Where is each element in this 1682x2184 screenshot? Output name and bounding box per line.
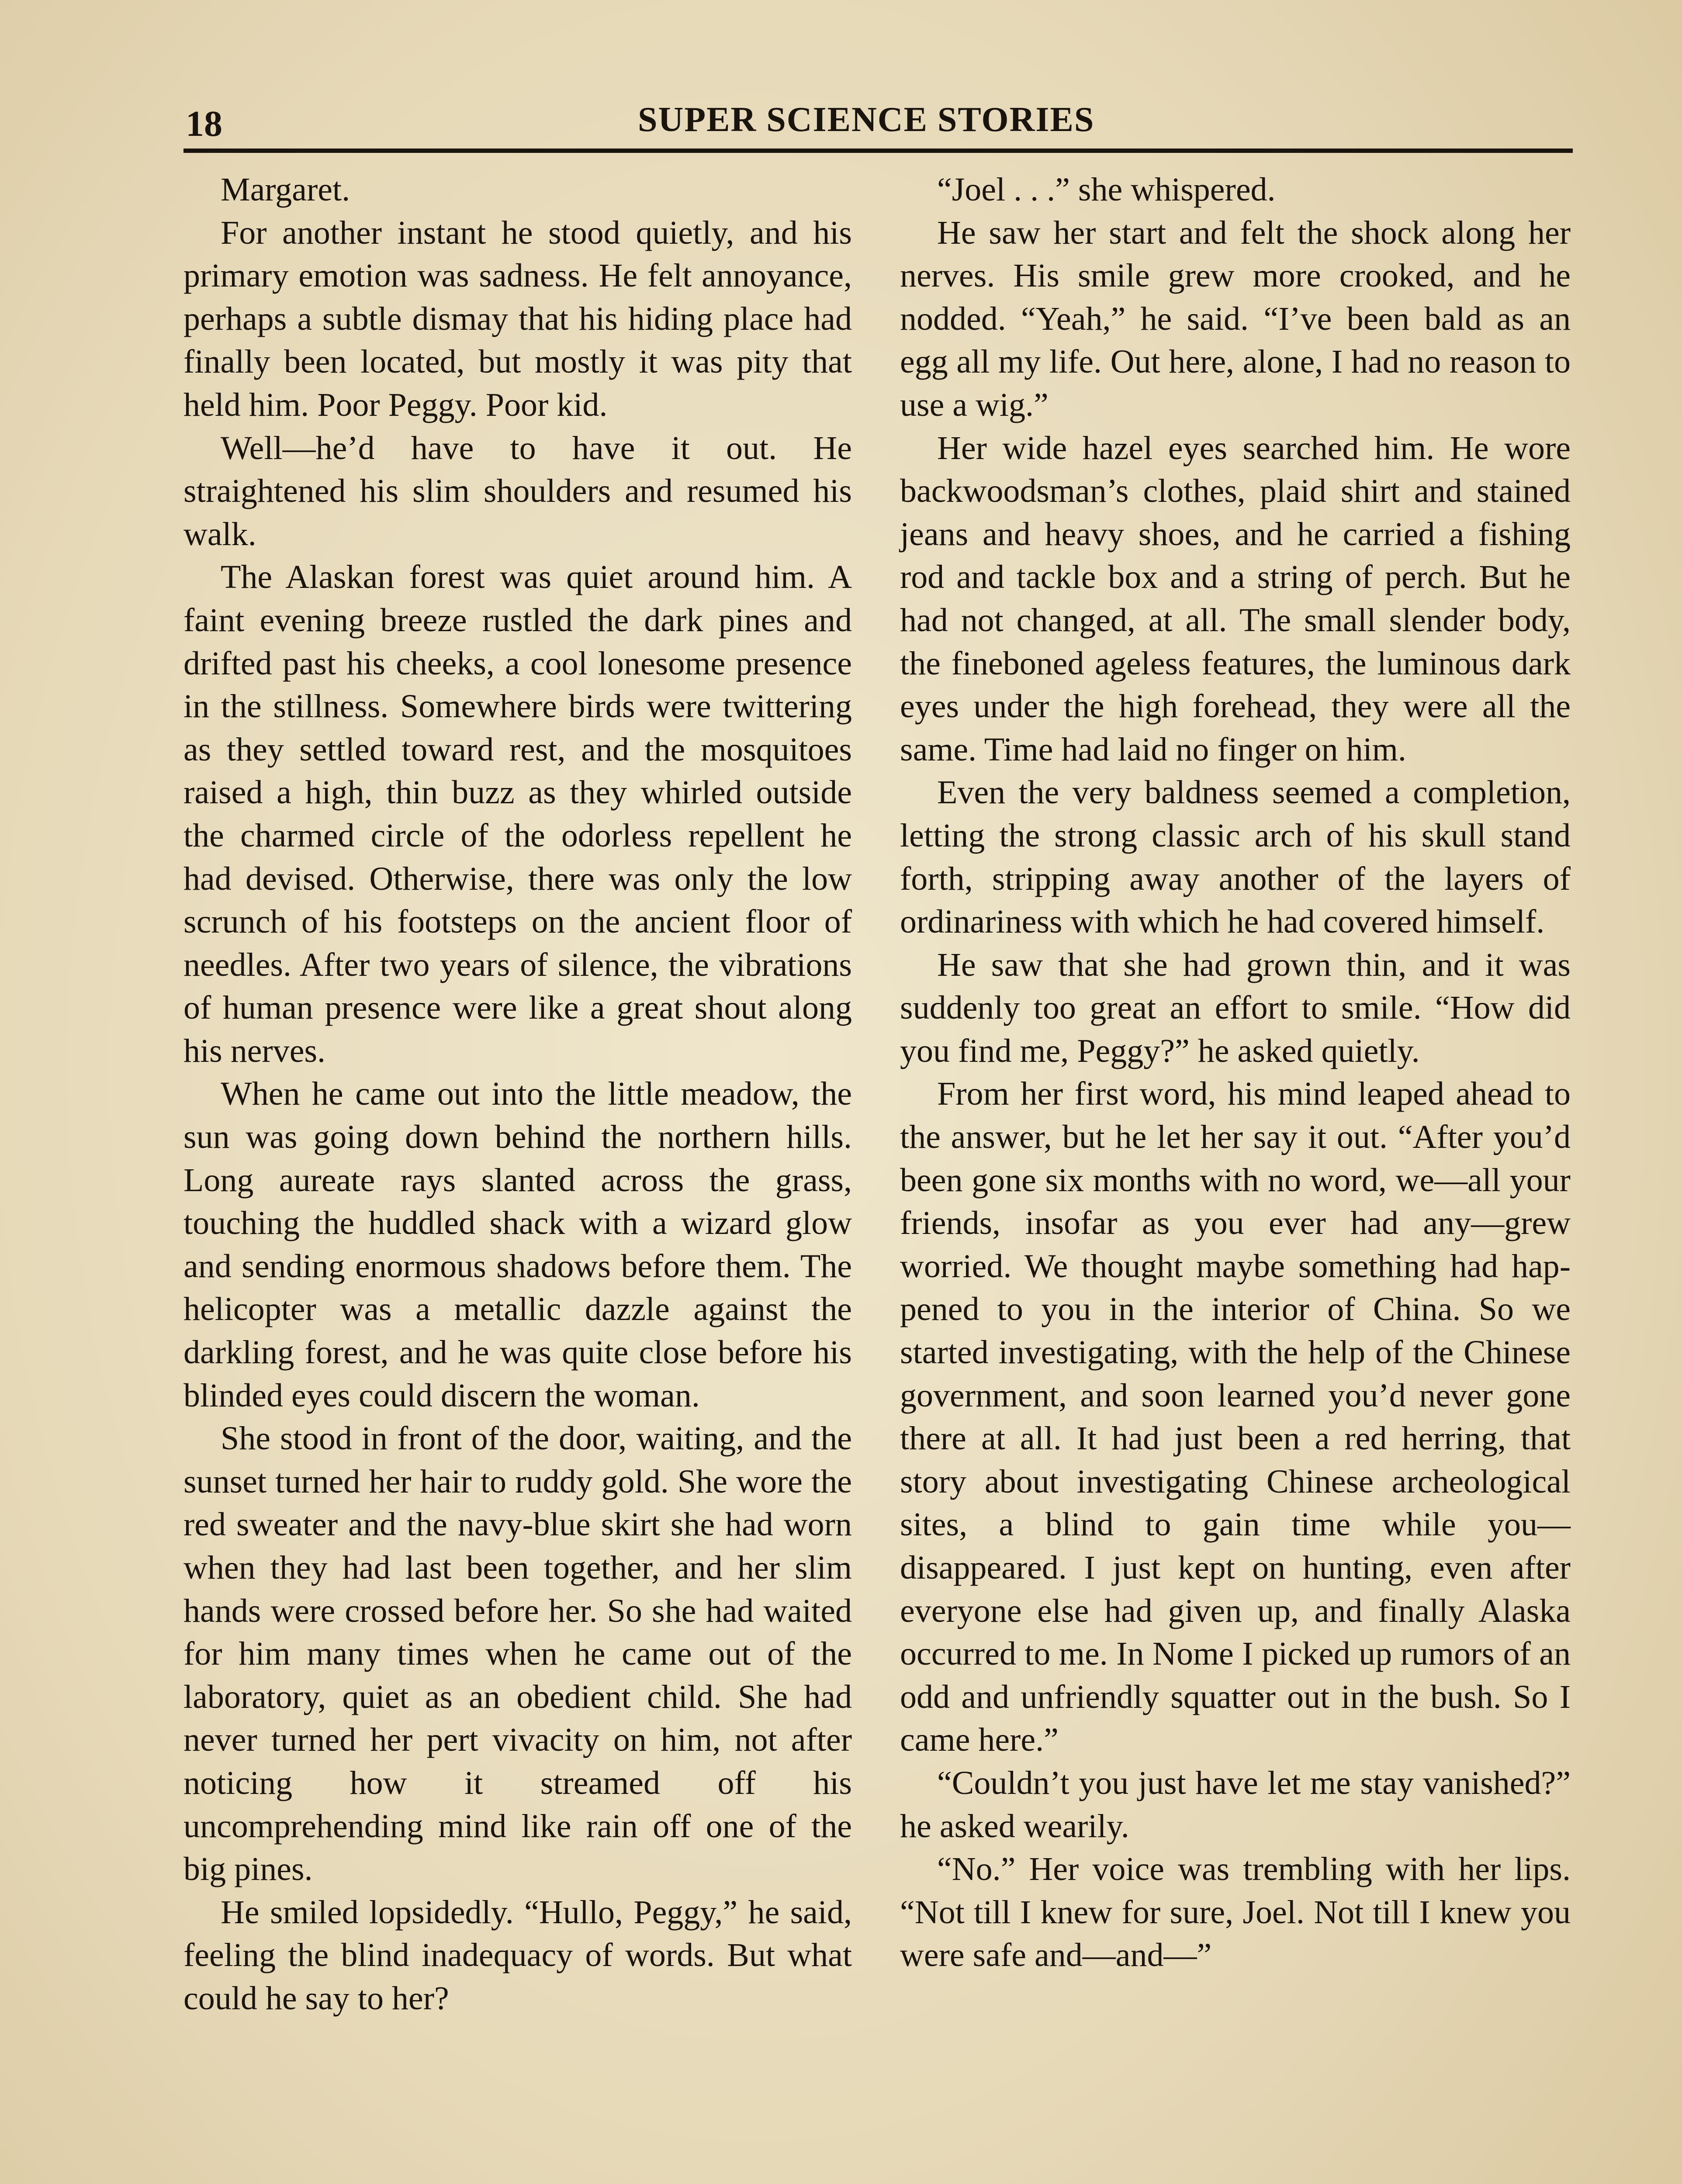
paragraph: Even the very baldness seemed a completion, letting the strong classic arch of his skull stand forth, stripping away another of the layers of ordinariness with which he had covered himself. [900,774,1571,940]
paragraph: From her first word, his mind leaped ahead to the answer, but he let her say it out. “After you’d been gone six months with no word, we—all your friends, insofar as you ever had any—grew worried. We thought maybe something had happened to you in the interior of China. So we started investigating, with the help of the Chinese government, and soon learned you’d never gone there at all. It had just been a red herring, that story about investigating Chinese archeological sites, a blind to gain time while you—disappeared. I just kept on hunting, even after everyone else had given up, and finally Alaska occurred to me. In Nome I picked up rumors of an odd and unfriendly squatter out in the bush. So I came here.” [900,1075,1571,1759]
page-number: 18 [186,104,222,144]
paragraph: He smiled lopsidedly. “Hullo, Peggy,” he said, feeling the blind inadequacy of words. But what could he say to her? [183,1894,852,2017]
running-title: SUPER SCIENCE STORIES [638,100,1095,139]
paragraph: “No.” Her voice was trembling with her lips. “Not till I knew for sure, Joel. Not till I knew you were safe and—and—” [900,1851,1571,1974]
left-column [183,168,852,2020]
paragraph: “Joel . . .” she whispered. [937,171,1276,208]
right-column [900,168,1571,1977]
paragraph: The Alaskan forest was quiet around him. A faint evening breeze rustled the dark pines and drifted past his cheeks, a cool lonesome presence in the stillness. Somewhere birds were twittering as they settled toward rest, and the mosquitoes raised a high, thin buzz as they whirled outside the charmed circle of the odorless repellent he had devised. Otherwise, there was only the low scrunch of his footsteps on the ancient floor of needles. After two years of silence, the vibrations of human presence were like a great shout along his nerves. [183,559,852,1069]
paragraph: For another instant he stood quietly, and his primary emotion was sadness. He felt annoyance, perhaps a subtle dismay that his hiding place had finally been located, but mostly it was pity that held him. Poor Peggy. Poor kid. [183,214,852,423]
paragraph: Her wide hazel eyes searched him. He wore backwoodsman’s clothes, plaid shirt and stained jeans and heavy shoes, and he carried a fishing rod and tackle box and a string of perch. But he had not changed, at all. The small slender body, the fineboned ageless features, the luminous dark eyes under the high forehead, they were all the same. Time had laid no finger on him. [900,429,1571,768]
paragraph: Margaret. [221,171,350,208]
paragraph: When he came out into the little meadow, the sun was going down behind the northern hills. Long aureate rays slanted across the grass, touching the huddled shack with a wizard glow and sending enormous shadows before them. The helicopter was a metallic dazzle against the darkling forest, and he was quite close before his blinded eyes could discern the woman. [183,1075,852,1414]
paragraph: He saw her start and felt the shock along her nerves. His smile grew more crooked, and he nodded. “Yeah,” he said. “I’ve been bald as an egg all my life. Out here, alone, I had no reason to use a wig.” [900,214,1571,423]
header-rule [183,149,1573,153]
page-header [183,94,1573,146]
paragraph: She stood in front of the door, waiting, and the sunset turned her hair to ruddy gold. She wore the red sweater and the navy-blue skirt she had worn when they had last been together, and her slim hands were crossed before her. So she had waited for him many times when he came out of the laboratory, quiet as an obedient child. She had never turned her pert vivacity on him, not after noticing how it streamed off his uncomprehending mind like rain off one of the big pines. [183,1420,852,1888]
paragraph: “Couldn’t you just have let me stay vanished?” he asked wearily. [900,1764,1571,1845]
paragraph: Well—he’d have to have it out. He straightened his slim shoulders and resumed his walk. [183,429,852,553]
paragraph: He saw that she had grown thin, and it was suddenly too great an effort to smile. “How did you find me, Peggy?” he asked quietly. [900,946,1571,1069]
